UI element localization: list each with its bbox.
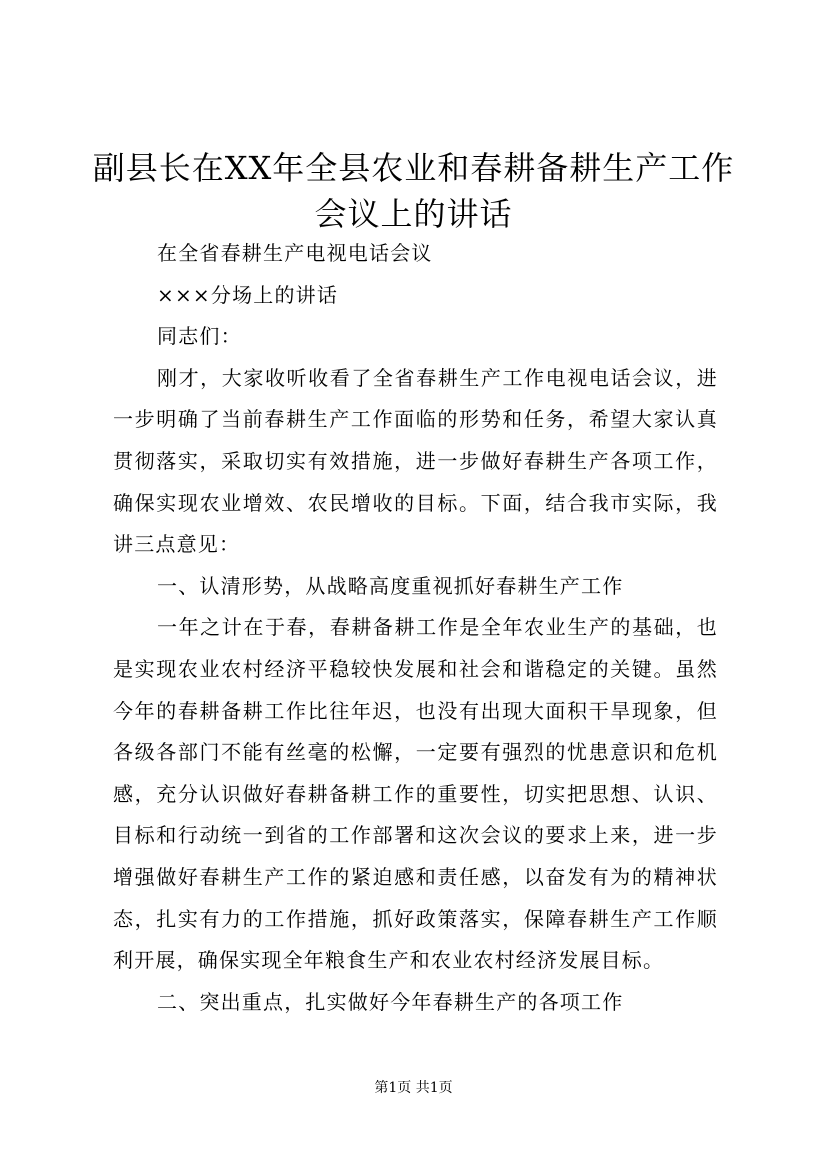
section-heading-1: 一、认清形势，从战略高度重视抓好春耕生产工作 bbox=[157, 573, 624, 598]
section-heading-2: 二、突出重点，扎实做好今年春耕生产的各项工作 bbox=[157, 989, 624, 1014]
paragraph-intro: 刚才，大家收听收看了全省春耕生产工作电视电话会议，进一步明确了当前春耕生产工作面临的形势和任务，希望大家认真贯彻落实，采取切实有效措施，进一步做好春耕生产各项工作，确保实现农业增效、农民增收的目标。下面，结合我市实际，我讲三点意见： bbox=[113, 365, 718, 557]
salutation: 同志们： bbox=[157, 324, 242, 349]
paragraph-section-1: 一年之计在于春，春耕备耕工作是全年农业生产的基础，也是实现农业农村经济平稳较快发展和社会和谐稳定的关键。虽然今年的春耕备耕工作比往年迟，也没有出现大面积干旱现象，但各级各部门不能有丝毫的松懈，一定要有强烈的忧患意识和危机感，充分认识做好春耕备耕工作的重要性，切实把思想、认识、目标和行动统一到省的工作部署和这次会议的要求上来，进一步增强做好春耕生产工作的紧迫感和责任感，以奋发有为的精神状态，扎实有力的工作措施，抓好政策落实，保障春耕生产工作顺利开展，确保实现全年粮食生产和农业农村经济发展目标。 bbox=[113, 615, 718, 973]
subtitle-line-1: 在全省春耕生产电视电话会议 bbox=[157, 241, 433, 265]
page-footer: 第1页 共1页 bbox=[374, 1080, 453, 1096]
document-title-line-1: 副县长在XX年全县农业和春耕备耕生产工作 bbox=[92, 149, 735, 187]
document-body bbox=[113, 233, 718, 1023]
document-title-line-2: 会议上的讲话 bbox=[314, 195, 513, 233]
subtitle-line-2: ×××分场上的讲话 bbox=[157, 282, 339, 307]
